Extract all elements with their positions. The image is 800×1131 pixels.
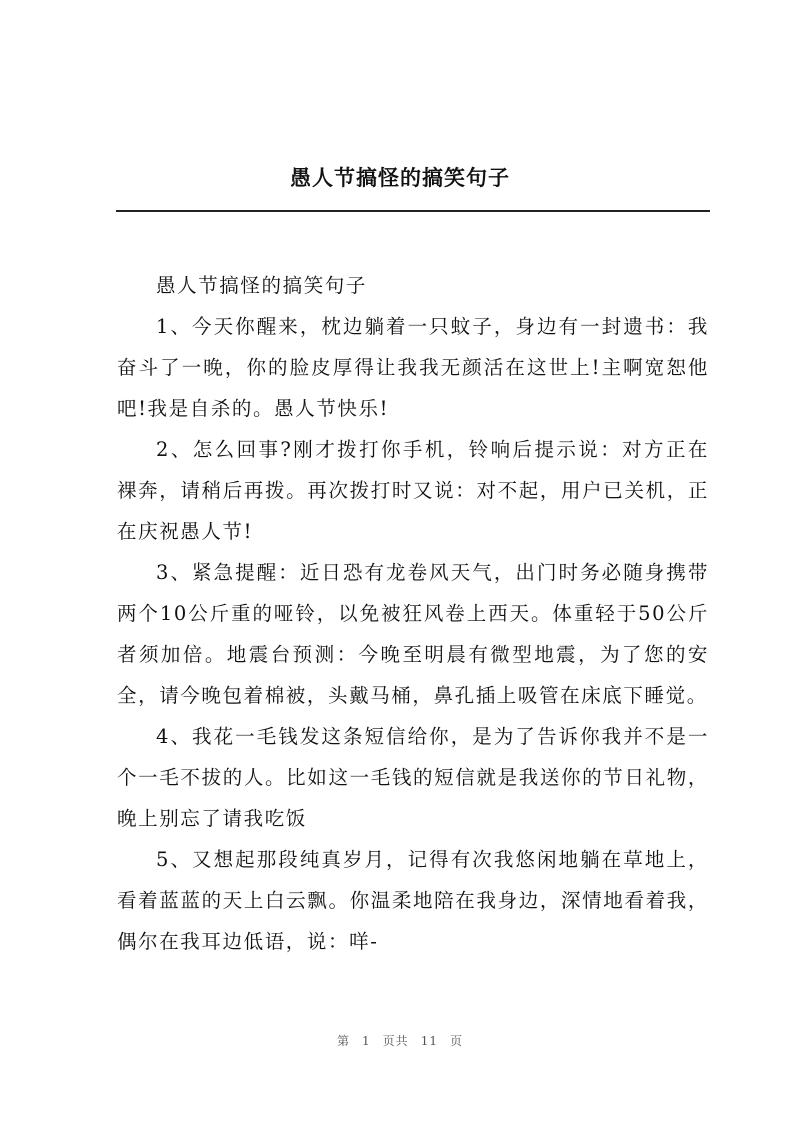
page-title: 愚人节搞怪的搞笑句子 bbox=[290, 165, 510, 190]
page-footer bbox=[0, 1032, 800, 1049]
footer-label-di: 第 bbox=[337, 1034, 351, 1048]
paragraph-item-4: 4、我花一毛钱发这条短信给你，是为了告诉你我并不是一个一毛不拔的人。比如这一毛钱的短信就是我送你的节日礼物，晚上别忘了请我吃饭 bbox=[117, 725, 709, 830]
paragraph-heading: 愚人节搞怪的搞笑句子 bbox=[156, 274, 368, 297]
paragraph-item-1: 1、今天你醒来，枕边躺着一只蚊子，身边有一封遗书：我奋斗了一晚，你的脸皮厚得让我我无颜活在这世上!主啊宽恕他吧!我是自杀的。愚人节快乐! bbox=[117, 315, 709, 420]
paragraph-item-5: 5、又想起那段纯真岁月，记得有次我悠闲地躺在草地上，看着蓝蓝的天上白云飘。你温柔地陪在我身边，深情地看着我，偶尔在我耳边低语，说：咩- bbox=[117, 848, 709, 953]
footer-label-ye: 页 bbox=[449, 1034, 463, 1048]
footer-current-page: 1 bbox=[362, 1034, 371, 1048]
document-body bbox=[117, 265, 709, 962]
title-divider bbox=[116, 210, 710, 212]
footer-total-pages: 11 bbox=[420, 1034, 438, 1048]
footer-label-ye-gong: 页共 bbox=[382, 1034, 409, 1048]
paragraph-item-3: 3、紧急提醒：近日恐有龙卷风天气，出门时务必随身携带两个10公斤重的哑铃，以免被狂风卷上西天。体重轻于50公斤者须加倍。地震台预测：今晚至明晨有微型地震，为了您的安全，请今晚包着棉被，头戴马桶，鼻孔插上吸管在床底下睡觉。 bbox=[117, 561, 709, 707]
paragraph-item-2: 2、怎么回事?刚才拨打你手机，铃响后提示说：对方正在裸奔，请稍后再拨。再次拨打时又说：对不起，用户已关机，正在庆祝愚人节! bbox=[117, 438, 709, 543]
